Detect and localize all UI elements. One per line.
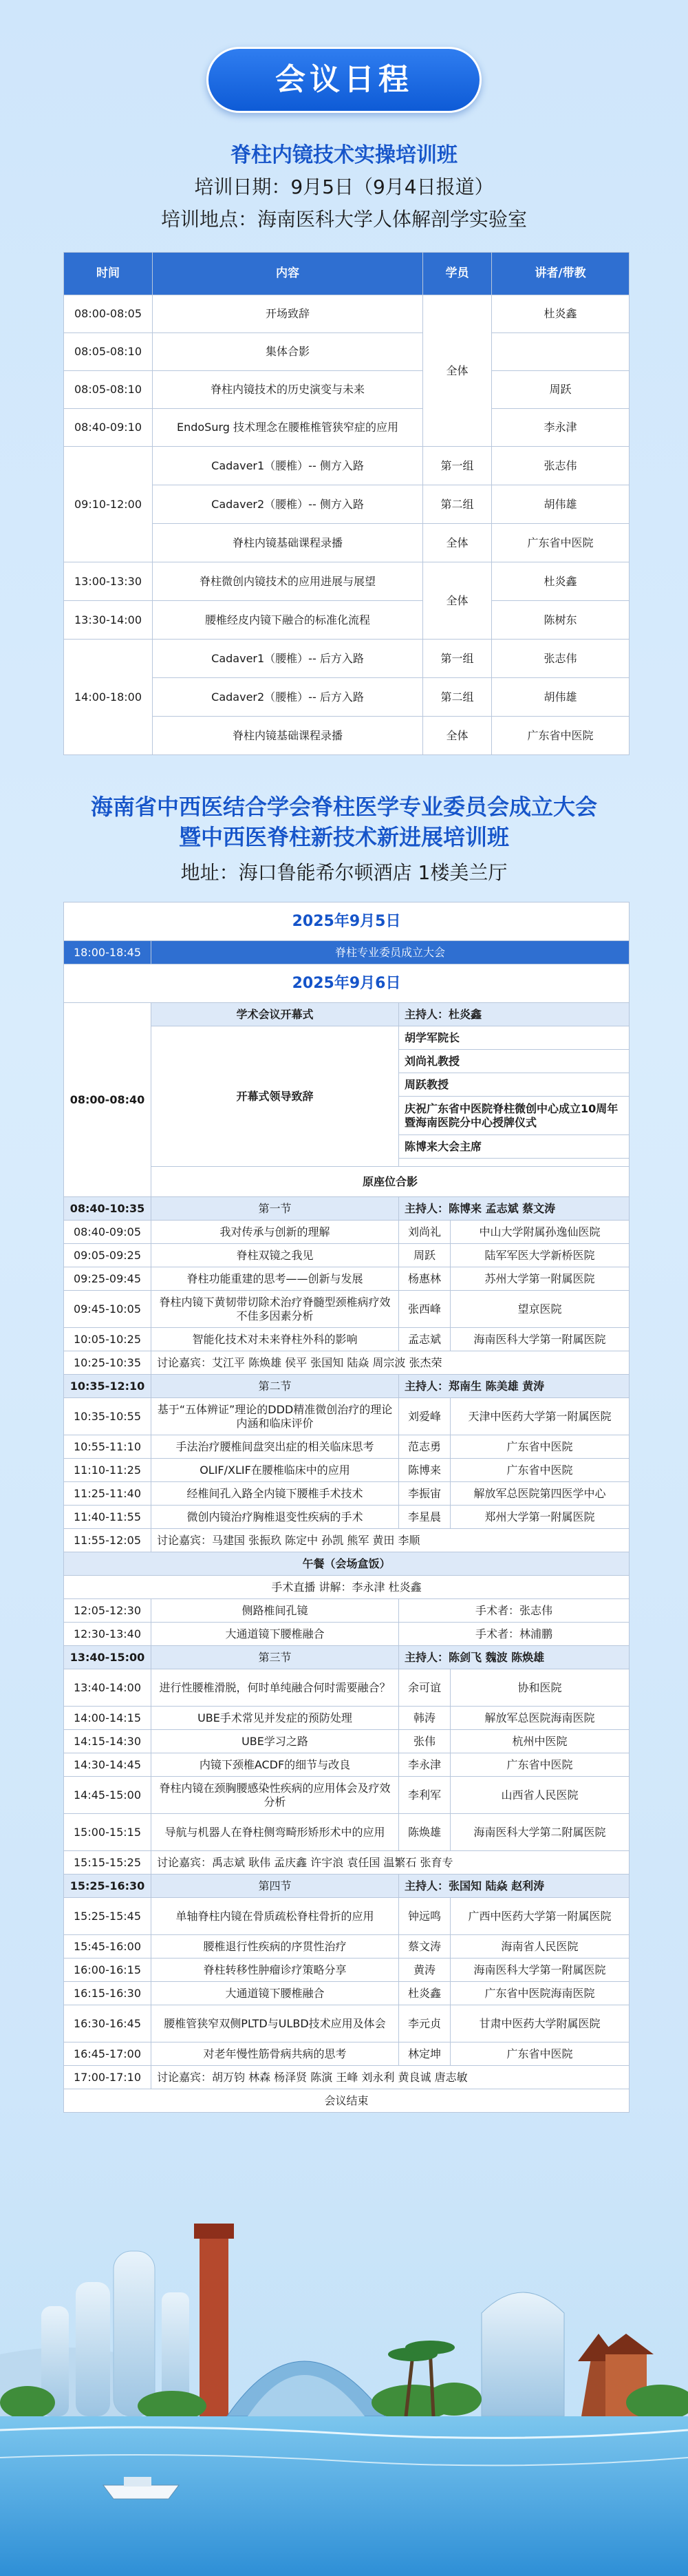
table-row	[64, 1398, 630, 1435]
table-cell: 张伟	[399, 1730, 451, 1753]
host-cell: 主持人：张国知 陆焱 赵利涛	[399, 1875, 630, 1898]
table-cell: 内镜下颈椎ACDF的细节与改良	[151, 1753, 399, 1777]
city-skyline-illustration	[0, 2127, 688, 2576]
table-cell: 苏州大学第一附属医院	[451, 1267, 630, 1291]
table-row	[64, 2005, 630, 2042]
time-cell: 15:25-16:30	[64, 1875, 151, 1898]
table-cell: 刘爱峰	[399, 1398, 451, 1435]
time-cell: 08:40-10:35	[64, 1197, 151, 1221]
table-row	[64, 1459, 630, 1482]
discussion-row	[64, 1351, 630, 1375]
speaker-cell: 李永津	[492, 409, 630, 447]
table-row	[64, 409, 630, 447]
table-row	[64, 1898, 630, 1935]
live-surgery-row: 手术直播 讲解：李永津 杜炎鑫	[64, 1576, 630, 1599]
speaker-cell: 胡学军院长	[399, 1026, 630, 1050]
speaker-cell: 庆祝广东省中医院脊柱微创中心成立10周年暨海南医院分中心授牌仪式	[399, 1097, 630, 1135]
table-cell: 智能化技术对未来脊柱外科的影响	[151, 1328, 399, 1351]
table-row	[64, 1328, 630, 1351]
table-row	[64, 1435, 630, 1459]
table-row	[64, 1777, 630, 1814]
table-cell: 09:45-10:05	[64, 1291, 151, 1328]
table-row	[64, 562, 630, 601]
header-content: 内容	[153, 253, 423, 295]
table-cell: 郑州大学第一附属医院	[451, 1506, 630, 1529]
table-cell: 11:25-11:40	[64, 1482, 151, 1506]
table-cell: 15:45-16:00	[64, 1935, 151, 1959]
table-cell: 杜炎鑫	[399, 1982, 451, 2005]
table-cell: 甘肃中医药大学附属医院	[451, 2005, 630, 2042]
speaker-cell: 杜炎鑫	[492, 562, 630, 601]
content-cell: 脊柱内镜技术的历史演变与未来	[153, 371, 423, 409]
table-cell: 脊柱功能重建的思考——创新与发展	[151, 1267, 399, 1291]
time-cell: 13:40-15:00	[64, 1646, 151, 1669]
table-cell: 范志勇	[399, 1435, 451, 1459]
table-cell: 讨论嘉宾：艾江平 陈焕雄 侯平 张国知 陆焱 周宗波 张杰荣	[151, 1351, 630, 1375]
table-cell: 10:55-11:10	[64, 1435, 151, 1459]
table-cell: 16:45-17:00	[64, 2042, 151, 2066]
table-row	[64, 1506, 630, 1529]
conference-address: 地址：海口鲁能希尔顿酒店 1楼美兰厅	[180, 861, 508, 884]
date-heading: 2025年9月5日	[64, 902, 630, 941]
table-cell: 16:00-16:15	[64, 1959, 151, 1982]
table-cell: 15:00-15:15	[64, 1814, 151, 1851]
table-cell: 广东省中医院	[451, 1753, 630, 1777]
table-row	[64, 333, 630, 371]
table-cell: 腰椎管狭窄双侧PLTD与ULBD技术应用及体会	[151, 2005, 399, 2042]
training-schedule-table	[63, 252, 630, 755]
skyline-icon	[0, 2127, 688, 2576]
table-cell: 对老年慢性筋骨病共病的思考	[151, 2042, 399, 2066]
table-cell: 海南省人民医院	[451, 1935, 630, 1959]
training-date: 培训日期：9月5日（9月4日报道）	[194, 176, 494, 198]
group-cell: 第一组	[423, 640, 492, 678]
time-cell: 08:00-08:40	[64, 1003, 151, 1197]
time-cell: 13:30-14:00	[64, 601, 153, 640]
table-row	[64, 1221, 630, 1244]
table-cell: 广东省中医院	[451, 1459, 630, 1482]
table-cell: 脊柱内镜下黄韧带切除术治疗脊髓型颈椎病疗效不佳多因素分析	[151, 1291, 399, 1328]
table-cell: 张西峰	[399, 1291, 451, 1328]
table-cell: 讨论嘉宾：禹志斌 耿伟 孟庆鑫 许宇浪 袁任国 温繁石 张育专	[151, 1851, 630, 1875]
table-cell: 11:40-11:55	[64, 1506, 151, 1529]
table-row	[64, 1982, 630, 2005]
table-cell: OLIF/XLIF在腰椎临床中的应用	[151, 1459, 399, 1482]
content-cell: Cadaver1（腰椎）-- 后方入路	[153, 640, 423, 678]
table-cell: 广西中医药大学第一附属医院	[451, 1898, 630, 1935]
table-cell: 杨惠林	[399, 1267, 451, 1291]
time-cell: 09:10-12:00	[64, 447, 153, 562]
speaker-cell: 陈博来大会主席	[399, 1135, 630, 1159]
table-cell: 刘尚礼	[399, 1221, 451, 1244]
table-row	[64, 1291, 630, 1328]
content-cell: 集体合影	[153, 333, 423, 371]
table-cell: 天津中医药大学第一附属医院	[451, 1398, 630, 1435]
table-cell: 李元贞	[399, 2005, 451, 2042]
table-cell: UBE手术常见并发症的预防处理	[151, 1707, 399, 1730]
table-cell: 广东省中医院	[451, 1435, 630, 1459]
speaker-cell: 广东省中医院	[492, 717, 630, 755]
table-row	[64, 1244, 630, 1267]
table-cell: 李利军	[399, 1777, 451, 1814]
table-cell: 16:15-16:30	[64, 1982, 151, 2005]
table-cell: 导航与机器人在脊柱侧弯畸形矫形术中的应用	[151, 1814, 399, 1851]
speaker-cell: 周跃	[492, 371, 630, 409]
table-row	[64, 1935, 630, 1959]
content-cell: Cadaver1（腰椎）-- 侧方入路	[153, 447, 423, 485]
table-cell: 手术者：张志伟	[399, 1599, 630, 1623]
table-cell: 讨论嘉宾：胡万钧 林森 杨泽贤 陈演 王峰 刘永利 黄良诚 唐志敏	[151, 2066, 630, 2089]
table-cell: 经椎间孔入路全内镜下腰椎手术技术	[151, 1482, 399, 1506]
table-row	[64, 1959, 630, 1982]
table-cell: 钟远鸣	[399, 1898, 451, 1935]
time-cell: 08:40-09:10	[64, 409, 153, 447]
table-cell: 海南医科大学第一附属医院	[451, 1959, 630, 1982]
table-row	[64, 1267, 630, 1291]
host-cell: 主持人：陈博来 孟志斌 蔡文涛	[399, 1197, 630, 1221]
table-cell: 解放军总医院海南医院	[451, 1707, 630, 1730]
table-cell: 山西省人民医院	[451, 1777, 630, 1814]
table-cell: 10:25-10:35	[64, 1351, 151, 1375]
table-cell: 广东省中医院海南医院	[451, 1982, 630, 2005]
speaker-cell	[492, 333, 630, 371]
table-cell: 林定坤	[399, 2042, 451, 2066]
session-name: 第一节	[151, 1197, 399, 1221]
table-cell: 手术者：林浦鹏	[399, 1623, 630, 1646]
table-row	[64, 1669, 630, 1707]
table-cell: 09:05-09:25	[64, 1244, 151, 1267]
conference-schedule-table	[63, 902, 630, 2113]
table-row	[64, 1599, 630, 1623]
content-cell: EndoSurg 技术理念在腰椎椎管狭窄症的应用	[153, 409, 423, 447]
table-cell: 杭州中医院	[451, 1730, 630, 1753]
table-cell: 腰椎退行性疾病的序贯性治疗	[151, 1935, 399, 1959]
end-row: 会议结束	[64, 2089, 630, 2113]
table-cell: 微创内镜治疗胸椎退变性疾病的手术	[151, 1506, 399, 1529]
time-cell: 08:05-08:10	[64, 333, 153, 371]
group-cell: 第二组	[423, 485, 492, 524]
table-cell: 单轴脊柱内镜在骨质疏松脊柱骨折的应用	[151, 1898, 399, 1935]
session-label: 学术会议开幕式	[151, 1003, 399, 1026]
table-cell: 12:30-13:40	[64, 1623, 151, 1646]
speaker-cell: 刘尚礼教授	[399, 1050, 630, 1073]
table-cell: 黄涛	[399, 1959, 451, 1982]
date-heading: 2025年9月6日	[64, 964, 630, 1003]
table-cell: 14:00-14:15	[64, 1707, 151, 1730]
table-cell: 侧路椎间孔镜	[151, 1599, 399, 1623]
speech-cell: 开幕式领导致辞	[151, 1026, 399, 1167]
group-cell: 第一组	[423, 447, 492, 485]
group-cell: 全体	[423, 524, 492, 562]
content-cell: Cadaver2（腰椎）-- 侧方入路	[153, 485, 423, 524]
table-row	[64, 1814, 630, 1851]
session-name: 第四节	[151, 1875, 399, 1898]
content-cell: 开场致辞	[153, 295, 423, 333]
content-cell: 腰椎经皮内镜下融合的标准化流程	[153, 601, 423, 640]
group-cell: 全体	[423, 717, 492, 755]
table-cell: 14:15-14:30	[64, 1730, 151, 1753]
table-cell: 11:55-12:05	[64, 1529, 151, 1552]
table-row	[64, 295, 630, 333]
table-cell: 10:05-10:25	[64, 1328, 151, 1351]
speaker-cell: 张志伟	[492, 640, 630, 678]
table-cell: 10:35-10:55	[64, 1398, 151, 1435]
table-cell: 15:25-15:45	[64, 1898, 151, 1935]
header-time: 时间	[64, 253, 153, 295]
time-cell: 10:35-12:10	[64, 1375, 151, 1398]
group-cell: 第二组	[423, 678, 492, 717]
content-cell: 脊柱微创内镜技术的应用进展与展望	[153, 562, 423, 601]
table-cell: 08:40-09:05	[64, 1221, 151, 1244]
page-title-banner: 会议日程	[206, 47, 482, 113]
session-cell: 脊柱专业委员成立大会	[151, 941, 630, 964]
table-cell: 陆军军医大学新桥医院	[451, 1244, 630, 1267]
time-cell: 13:00-13:30	[64, 562, 153, 601]
speaker-cell: 广东省中医院	[492, 524, 630, 562]
table-cell: 基于“五体辨证”理论的DDD精准微创治疗的理论内涵和临床评价	[151, 1398, 399, 1435]
content-cell: 脊柱内镜基础课程录播	[153, 524, 423, 562]
table-cell: 孟志斌	[399, 1328, 451, 1351]
host-cell: 主持人：郑南生 陈美雄 黄涛	[399, 1375, 630, 1398]
time-cell: 08:05-08:10	[64, 371, 153, 409]
host-cell: 主持人：陈剑飞 魏波 陈焕雄	[399, 1646, 630, 1669]
conference-title-1: 海南省中西医结合学会脊柱医学专业委员会成立大会	[90, 794, 597, 820]
group-cell: 全体	[423, 562, 492, 640]
table-cell: 进行性腰椎滑脱，何时单纯融合何时需要融合？	[151, 1669, 399, 1707]
table-cell: 陈博来	[399, 1459, 451, 1482]
table-cell: 脊柱转移性肿瘤诊疗策略分享	[151, 1959, 399, 1982]
discussion-row	[64, 1529, 630, 1552]
table-row	[64, 1730, 630, 1753]
speaker-cell: 杜炎鑫	[492, 295, 630, 333]
group-cell: 全体	[423, 295, 492, 447]
table-cell: 李永津	[399, 1753, 451, 1777]
speaker-cell: 陈树东	[492, 601, 630, 640]
table-cell: 16:30-16:45	[64, 2005, 151, 2042]
lunch-row: 午餐（会场盒饭）	[64, 1552, 630, 1576]
speaker-cell: 周跃教授	[399, 1073, 630, 1097]
content-cell: 脊柱内镜基础课程录播	[153, 717, 423, 755]
table-cell: 广东省中医院	[451, 2042, 630, 2066]
table-cell: 14:30-14:45	[64, 1753, 151, 1777]
table-cell: 讨论嘉宾：马建国 张振玖 陈定中 孙凯 熊军 黄田 李顺	[151, 1529, 630, 1552]
table-row	[64, 1753, 630, 1777]
table-cell: 解放军总医院第四医学中心	[451, 1482, 630, 1506]
table-cell: UBE学习之路	[151, 1730, 399, 1753]
table-cell: 周跃	[399, 1244, 451, 1267]
table-cell: 13:40-14:00	[64, 1669, 151, 1707]
table-row	[64, 1623, 630, 1646]
table-row	[64, 1707, 630, 1730]
table-cell: 09:25-09:45	[64, 1267, 151, 1291]
table-cell: 李振宙	[399, 1482, 451, 1506]
photo-cell: 原座位合影	[151, 1167, 630, 1197]
table-cell: 12:05-12:30	[64, 1599, 151, 1623]
table-cell: 协和医院	[451, 1669, 630, 1707]
table-cell: 15:15-15:25	[64, 1851, 151, 1875]
time-cell: 14:00-18:00	[64, 640, 153, 755]
header-participants: 学员	[423, 253, 492, 295]
table-row	[64, 1482, 630, 1506]
table-cell: 海南医科大学第二附属医院	[451, 1814, 630, 1851]
discussion-row	[64, 2066, 630, 2089]
table-cell: 韩涛	[399, 1707, 451, 1730]
training-location: 培训地点：海南医科大学人体解剖学实验室	[160, 208, 527, 231]
table-cell: 陈焕雄	[399, 1814, 451, 1851]
table-row	[64, 601, 630, 640]
table-cell: 手法治疗腰椎间盘突出症的相关临床思考	[151, 1435, 399, 1459]
table-cell: 海南医科大学第一附属医院	[451, 1328, 630, 1351]
table-row	[64, 371, 630, 409]
speaker-cell: 胡伟雄	[492, 678, 630, 717]
table-cell: 蔡文涛	[399, 1935, 451, 1959]
table-cell	[399, 1159, 630, 1167]
table-cell: 14:45-15:00	[64, 1777, 151, 1814]
speaker-cell: 胡伟雄	[492, 485, 630, 524]
training-title: 脊柱内镜技术实操培训班	[230, 143, 458, 167]
table-cell: 我对传承与创新的理解	[151, 1221, 399, 1244]
time-cell: 08:00-08:05	[64, 295, 153, 333]
table-cell: 17:00-17:10	[64, 2066, 151, 2089]
table-cell: 李星晨	[399, 1506, 451, 1529]
table-row	[64, 640, 630, 678]
table-cell: 余可谊	[399, 1669, 451, 1707]
header-speaker: 讲者/带教	[492, 253, 630, 295]
discussion-row	[64, 1851, 630, 1875]
session-name: 第二节	[151, 1375, 399, 1398]
table-row	[64, 447, 630, 485]
host-cell: 主持人：杜炎鑫	[399, 1003, 630, 1026]
table-row	[64, 2042, 630, 2066]
table-cell: 11:10-11:25	[64, 1459, 151, 1482]
table-cell: 脊柱双镜之我见	[151, 1244, 399, 1267]
time-cell: 18:00-18:45	[64, 941, 151, 964]
table-cell: 望京医院	[451, 1291, 630, 1328]
content-cell: Cadaver2（腰椎）-- 后方入路	[153, 678, 423, 717]
table-cell: 脊柱内镜在颈胸腰感染性疾病的应用体会及疗效分析	[151, 1777, 399, 1814]
table-cell: 大通道镜下腰椎融合	[151, 1982, 399, 2005]
speaker-cell: 张志伟	[492, 447, 630, 485]
session-name: 第三节	[151, 1646, 399, 1669]
conference-title-2: 暨中西医脊柱新技术新进展培训班	[178, 824, 509, 850]
table-cell: 中山大学附属孙逸仙医院	[451, 1221, 630, 1244]
table-cell: 大通道镜下腰椎融合	[151, 1623, 399, 1646]
